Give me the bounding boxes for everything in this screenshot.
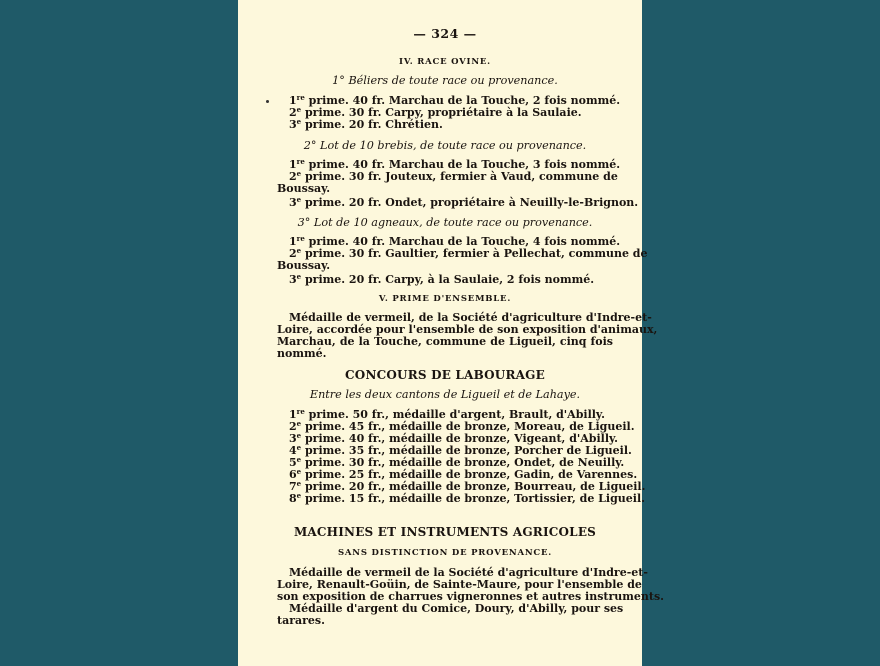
prize-line: 4e prime. 35 fr., médaille de bronze, Porcher de Ligueil. [289, 443, 632, 457]
subsection-sans-distinction: SANS DISTINCTION DE PROVENANCE. [337, 548, 553, 558]
section-heading-race-ovine: IV. RACE OVINE. [399, 57, 491, 67]
prize-line-continuation: Boussay. [277, 259, 331, 272]
prize-line: 2e prime. 45 fr., médaille de bronze, Moreau, de Ligueil. [289, 419, 635, 433]
subsection-agneaux: 3° Lot de 10 agneaux, de toute race ou provenance. [297, 216, 593, 229]
prize-line: 8e prime. 15 fr., médaille de bronze, Tortissier, de Ligueil. [289, 491, 645, 505]
subsection-brebis: 2° Lot de 10 brebis, de toute race ou provenance. [303, 139, 587, 152]
prize-line: 3e prime. 40 fr., médaille de bronze, Vigeant, d'Abilly. [289, 431, 618, 445]
subsection-beliers: 1° Béliers de toute race ou provenance. [332, 74, 558, 87]
paragraph-line: tarares. [277, 614, 325, 627]
prize-line: 6e prime. 25 fr., médaille de bronze, Gadin, de Varennes. [289, 467, 638, 481]
paragraph-line: son exposition de charrues vigneronnes et autres instruments. [277, 590, 665, 603]
paragraph-line: Médaille de vermeil, de la Société d'agriculture d'Indre-et- [289, 311, 652, 324]
prize-line: 1re prime. 40 fr. Marchau de la Touche, 2 fois nommé. [289, 93, 621, 107]
paragraph-line: nommé. [277, 347, 327, 360]
prize-line: 1re prime. 40 fr. Marchau de la Touche, 3 fois nommé. [289, 157, 621, 171]
prize-line: 7e prime. 20 fr., médaille de bronze, Bourreau, de Ligueil. [289, 479, 646, 493]
prize-line-continuation: Boussay. [277, 182, 331, 195]
subsection-cantons: Entre les deux cantons de Ligueil et de Lahaye. [309, 388, 581, 401]
paragraph-line: Loire, Renault-Goüin, de Sainte-Maure, pour l'ensemble de [277, 578, 642, 591]
prize-line: 2e prime. 30 fr. Gaultier, fermier à Pellechat, commune de [289, 246, 648, 260]
prize-line: 3e prime. 20 fr. Chrétien. [289, 117, 443, 131]
prize-line: 5e prime. 30 fr., médaille de bronze, Ondet, de Neuilly. [289, 455, 625, 469]
section-heading-prime-ensemble: V. PRIME D'ENSEMBLE. [378, 294, 512, 304]
section-heading-labourage: CONCOURS DE LABOURAGE [345, 368, 545, 382]
section-heading-machines: MACHINES ET INSTRUMENTS AGRICOLES [293, 525, 597, 539]
document-page [238, 0, 665, 666]
page-number: — 324 — [413, 26, 477, 41]
paragraph-line: Loire, accordée pour l'ensemble de son exposition d'animaux, [277, 323, 658, 336]
prize-line: 1re prime. 40 fr. Marchau de la Touche, 4 fois nommé. [289, 234, 621, 248]
prize-line: 3e prime. 20 fr. Ondet, propriétaire à Neuilly-le-Brignon. [289, 195, 639, 209]
prize-line: 2e prime. 30 fr. Carpy, propriétaire à la Saulaie. [289, 105, 582, 119]
paragraph-line: Médaille d'argent du Comice, Doury, d'Abilly, pour ses [289, 602, 624, 615]
prize-line: 1re prime. 50 fr., médaille d'argent, Brault, d'Abilly. [289, 407, 605, 421]
prize-line: 2e prime. 30 fr. Jouteux, fermier à Vaud, commune de [289, 169, 618, 183]
paragraph-line: Médaille de vermeil de la Société d'agriculture d'Indre-et- [289, 566, 648, 579]
paragraph-line: Marchau, de la Touche, commune de Ligueil, cinq fois [277, 335, 613, 348]
prize-line: 3e prime. 20 fr. Carpy, à la Saulaie, 2 fois nommé. [289, 272, 595, 286]
ink-speck [266, 100, 269, 103]
